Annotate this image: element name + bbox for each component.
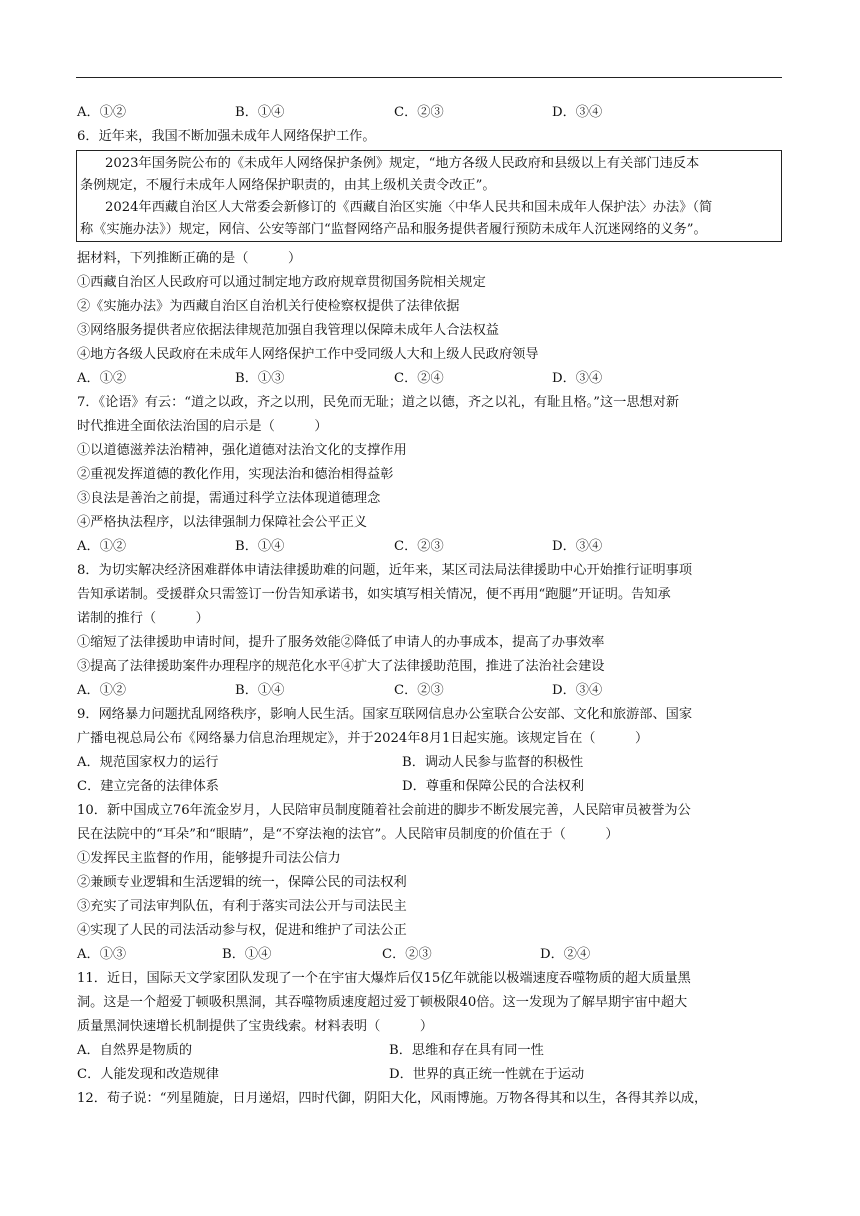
q9-stem-line: 广播电视总局公布《网络暴力信息治理规定》，并于2024年8月1日起实施。该规定旨在（ ） xyxy=(77,731,649,746)
q8-items-line: ①缩短了法律援助申请时间，提升了服务效能②降低了申请人的办事成本，提高了办事效率 xyxy=(77,635,605,650)
q6-material-line: 条例规定，不履行未成年人网络保护职责的，由其上级机关责令改正”。 xyxy=(80,178,496,193)
q10-item-3: ③充实了司法审判队伍，有利于落实司法公开与司法民主 xyxy=(77,899,407,914)
q5-option-b: B．①④ xyxy=(235,105,285,120)
q6-item-3: ③网络服务提供者应依据法律规范加强自我管理以保障未成年人合法权益 xyxy=(77,323,499,338)
q10-stem-line: 民在法院中的“耳朵”和“眼睛”，是“不穿法袍的法官”。人民陪审员制度的价值在于（ ） xyxy=(77,827,619,842)
q5-option-a: A．①② xyxy=(77,105,127,120)
q7-item-1: ①以道德滋养法治精神，强化道德对法治文化的支撑作用 xyxy=(77,443,407,458)
q8-option-d: D．③④ xyxy=(552,683,603,698)
q8-stem-line: 告知承诺制。受援群众只需签订一份告知承诺书，如实填写相关情况，便不再用“跑腿”开证明。告知承 xyxy=(77,587,671,602)
q6-item-1: ①西藏自治区人民政府可以通过制定地方政府规章贯彻国务院相关规定 xyxy=(77,275,486,290)
header-rule xyxy=(76,77,782,78)
q7-option-b: B．①④ xyxy=(235,539,285,554)
q7-item-3: ③良法是善治之前提，需通过科学立法体现道德理念 xyxy=(77,491,381,506)
q10-option-a: A．①③ xyxy=(77,947,127,962)
q9-option-d: D．尊重和保障公民的合法权利 xyxy=(402,779,585,794)
q6-option-b: B．①③ xyxy=(235,371,285,386)
q7-option-c: C．②③ xyxy=(394,539,444,554)
q10-item-2: ②兼顾专业逻辑和生活逻辑的统一，保障公民的司法权利 xyxy=(77,875,407,890)
q6-material-line: 2023年国务院公布的《未成年人网络保护条例》规定，“地方各级人民政府和县级以上有关部门违反本 xyxy=(105,156,700,171)
q8-items-line: ③提高了法律援助案件办理程序的规范化水平④扩大了法律援助范围，推进了法治社会建设 xyxy=(77,659,605,674)
q7-stem-line: 时代推进全面依法治国的启示是（ ） xyxy=(77,419,328,434)
q11-option-a: A．自然界是物质的 xyxy=(77,1043,193,1058)
q10-option-c: C．②③ xyxy=(382,947,432,962)
q7-option-a: A．①② xyxy=(77,539,127,554)
q12-stem: 12．荀子说：“列星随旋，日月递炤，四时代御，阴阳大化，风雨博施。万物各得其和以生，各得其养以成， xyxy=(77,1091,708,1106)
q11-option-c: C．人能发现和改造规律 xyxy=(77,1067,219,1082)
q9-stem-line: 9．网络暴力问题扰乱网络秩序，影响人民生活。国家互联网信息办公室联合公安部、文化和旅游部、国家 xyxy=(77,707,693,722)
q10-option-d: D．②④ xyxy=(540,947,591,962)
q10-stem-line: 10．新中国成立76年流金岁月，人民陪审员制度随着社会前进的脚步不断发展完善，人民陪审员被誉为公 xyxy=(77,803,691,818)
q10-option-b: B．①④ xyxy=(222,947,272,962)
q8-option-a: A．①② xyxy=(77,683,127,698)
q9-option-b: B．调动人民参与监督的积极性 xyxy=(402,755,584,770)
q6-lead: 据材料，下列推断正确的是（ ） xyxy=(77,251,302,266)
q6-stem: 6．近年来，我国不断加强未成年人网络保护工作。 xyxy=(77,129,376,144)
q6-option-c: C．②④ xyxy=(394,371,444,386)
q7-item-2: ②重视发挥道德的教化作用，实现法治和德治相得益彰 xyxy=(77,467,394,482)
q9-option-c: C．建立完备的法律体系 xyxy=(77,779,219,794)
q7-option-d: D．③④ xyxy=(552,539,603,554)
q11-option-b: B．思维和存在具有同一性 xyxy=(389,1043,544,1058)
q6-option-d: D．③④ xyxy=(552,371,603,386)
q10-item-4: ④实现了人民的司法活动参与权，促进和维护了司法公正 xyxy=(77,923,407,938)
q8-stem-line: 诺制的推行（ ） xyxy=(77,611,209,626)
q10-item-1: ①发挥民主监督的作用，能够提升司法公信力 xyxy=(77,851,341,866)
q6-item-2: ②《实施办法》为西藏自治区自治机关行使检察权提供了法律依据 xyxy=(77,299,460,314)
q9-option-a: A．规范国家权力的运行 xyxy=(77,755,219,770)
q11-stem-line: 11．近日，国际天文学家团队发现了一个在宇宙大爆炸后仅15亿年就能以极端速度吞噬物质的超大质量黑 xyxy=(77,971,691,986)
q11-option-d: D．世界的真正统一性就在于运动 xyxy=(389,1067,585,1082)
q6-material-line: 2024年西藏自治区人大常委会新修订的《西藏自治区实施〈中华人民共和国未成年人保护法〉办法》（简 xyxy=(105,200,713,215)
q11-stem-line: 洞。这是一个超爱丁顿吸积黑洞，其吞噬物质速度超过爱丁顿极限40倍。这一发现为了解早期宇宙中超大 xyxy=(77,995,688,1010)
q6-material-line: 称《实施办法》）规定，网信、公安等部门“监督网络产品和服务提供者履行预防未成年人沉迷网络的义务”。 xyxy=(80,222,707,237)
q11-stem-line: 质量黑洞快速增长机制提供了宝贵线索。材料表明（ ） xyxy=(77,1019,434,1034)
q7-item-4: ④严格执法程序，以法律强制力保障社会公平正义 xyxy=(77,515,368,530)
q8-option-b: B．①④ xyxy=(235,683,285,698)
q6-item-4: ④地方各级人民政府在未成年人网络保护工作中受同级人大和上级人民政府领导 xyxy=(77,347,539,362)
q5-option-d: D．③④ xyxy=(552,105,603,120)
q8-option-c: C．②③ xyxy=(394,683,444,698)
q7-stem-line: 7．《论语》有云：“道之以政，齐之以刑，民免而无耻；道之以德，齐之以礼，有耻且格。”这一思想对新 xyxy=(77,395,680,410)
q6-option-a: A．①② xyxy=(77,371,127,386)
q8-stem-line: 8．为切实解决经济困难群体申请法律援助难的问题，近年来，某区司法局法律援助中心开始推行证明事项 xyxy=(77,563,693,578)
q6-material-box xyxy=(76,150,782,242)
q5-option-c: C．②③ xyxy=(394,105,444,120)
